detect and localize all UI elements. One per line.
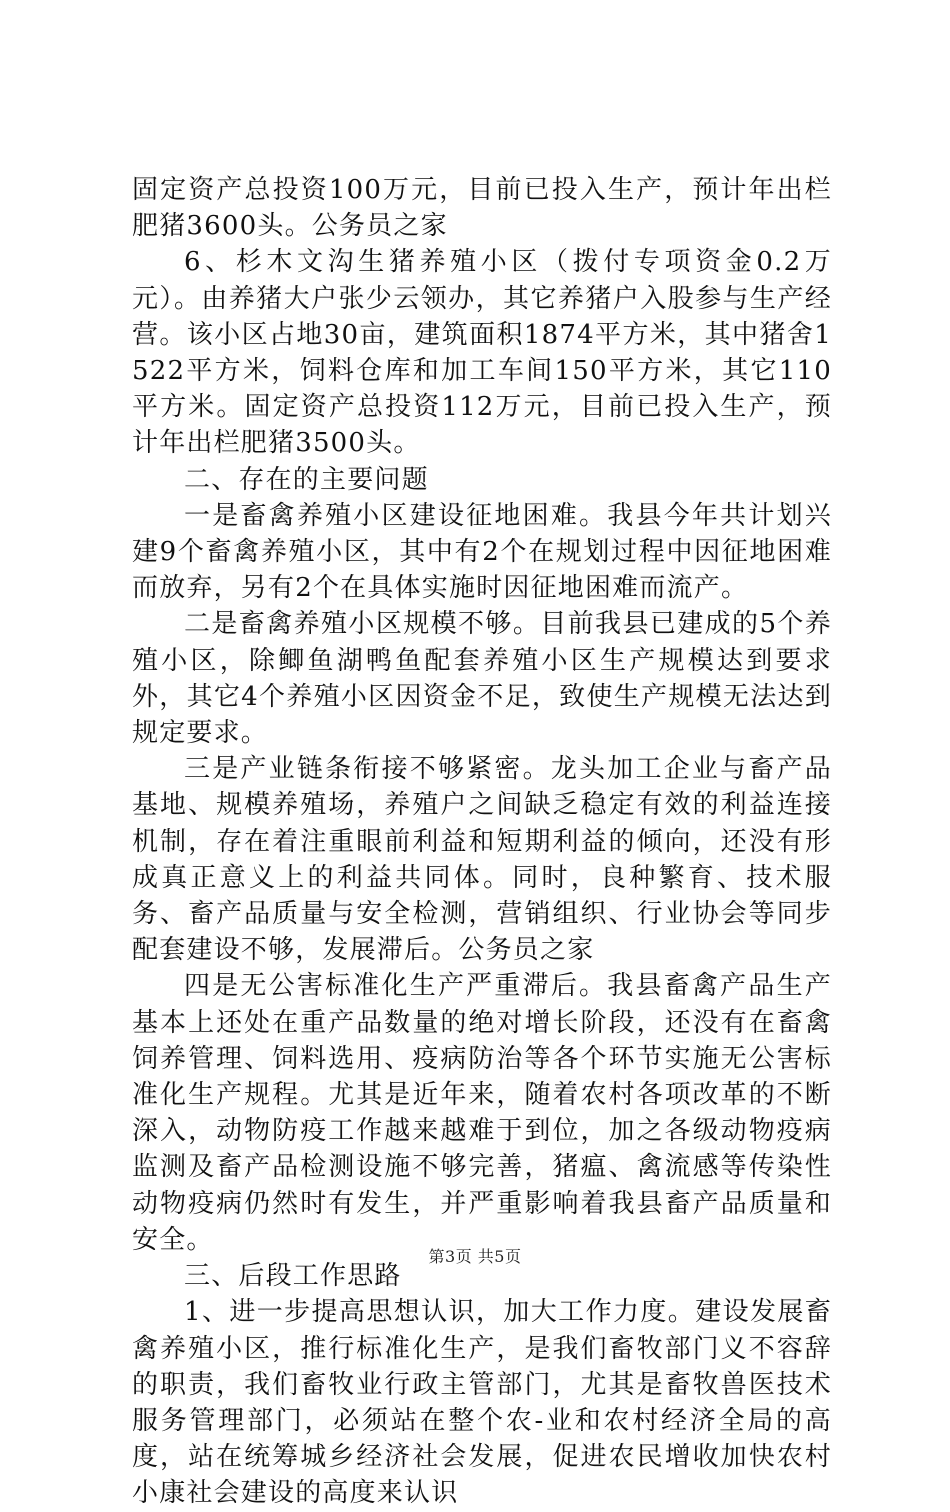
paragraph-4: 二是畜禽养殖小区规模不够。目前我县已建成的5个养殖小区，除鲫鱼湖鸭鱼配套养殖小区生产规模达到要求外，其它4个养殖小区因资金不足，致使生产规模无法达到规定要求。 bbox=[132, 609, 832, 749]
paragraph-3: 一是畜禽养殖小区建设征地困难。我县今年共计划兴建9个畜禽养殖小区，其中有2个在规划过程中因征地困难而放弃，另有2个在具体实施时因征地困难而流产。 bbox=[132, 500, 832, 604]
section-heading-2: 二、存在的主要问题 bbox=[184, 464, 429, 495]
document-body bbox=[132, 172, 832, 1512]
paragraph-5: 三是产业链条衔接不够紧密。龙头加工企业与畜产品基地、规模养殖场，养殖户之间缺乏稳定有效的利益连接机制，存在着注重眼前利益和短期利益的倾向，还没有形成真正意义上的利益共同体。同时，良种繁育、技术服务、畜产品质量与安全检测，营销组织、行业协会等同步配套建设不够，发展滞后。公务员之家 bbox=[132, 754, 832, 966]
paragraph-2: 6、杉木文沟生猪养殖小区（拨付专项资金0.2万元）。由养猪大户张少云领办，其它养猪户入股参与生产经营。该小区占地30亩，建筑面积1874平方米，其中猪舍1522平方米，饲料仓库和加工车间150平方米，其它110平方米。固定资产总投资112万元，目前已投入生产，预计年出栏肥猪3500头。 bbox=[132, 247, 832, 459]
paragraph-6: 四是无公害标准化生产严重滞后。我县畜禽产品生产基本上还处在重产品数量的绝对增长阶段，还没有在畜禽饲养管理、饲料选用、疫病防治等各个环节实施无公害标准化生产规程。尤其是近年来，随着农村各项改革的不断深入，动物防疫工作越来越难于到位，加之各级动物疫病监测及畜产品检测设施不够完善，猪瘟、禽流感等传染性动物疫病仍然时有发生，并严重影响着我县畜产品质量和安全。 bbox=[132, 971, 832, 1255]
paragraph-1: 固定资产总投资100万元，目前已投入生产，预计年出栏肥猪3600头。公务员之家 bbox=[132, 175, 832, 242]
section-heading-3: 三、后段工作思路 bbox=[184, 1261, 402, 1292]
page-number-footer: 第3页 共5页 bbox=[428, 1247, 522, 1266]
paragraph-7: 1、进一步提高思想认识，加大工作力度。建设发展畜禽养殖小区，推行标准化生产，是我们畜牧部门义不容辞的职责，我们畜牧业行政主管部门，尤其是畜牧兽医技术服务管理部门，必须站在整个农-业和农村经济全局的高度，站在统筹城乡经济社会发展，促进农民增收加快农村小康社会建设的高度来认识 bbox=[132, 1297, 832, 1509]
